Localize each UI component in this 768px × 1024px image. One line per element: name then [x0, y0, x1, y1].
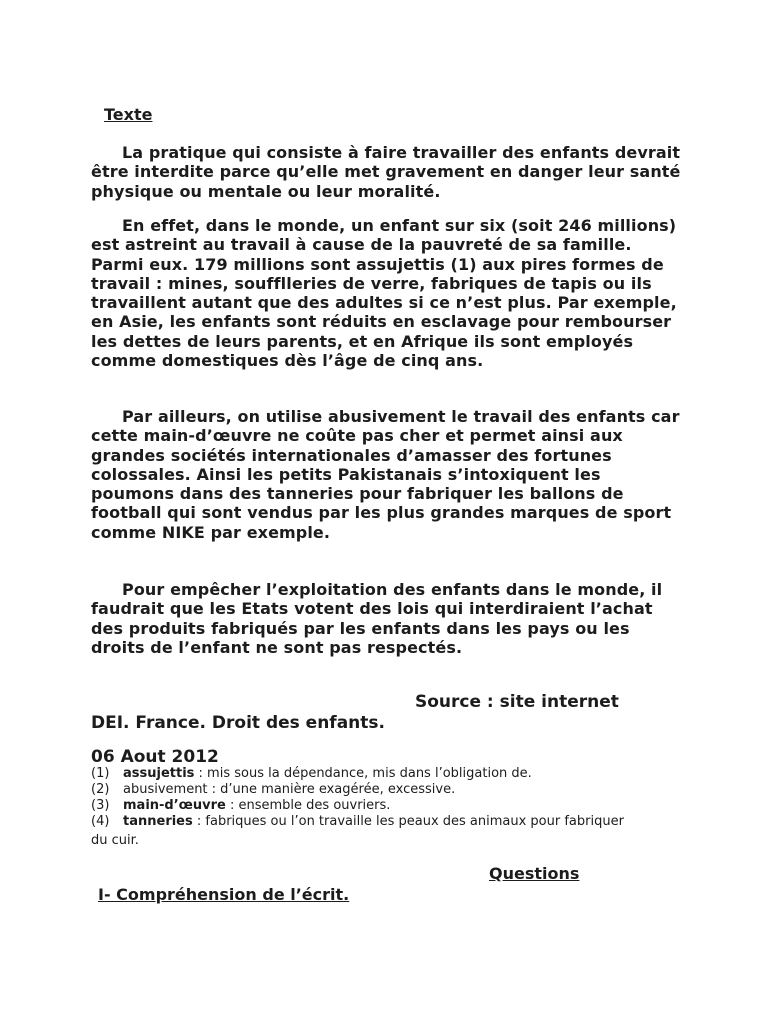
source-line-2: DEI. France. Droit des enfants.	[91, 713, 385, 733]
footnote-3	[91, 798, 691, 814]
footnote-definition: abusivement : d’une manière exagérée, excessive.	[123, 782, 456, 797]
footnote-number: (2)	[91, 782, 110, 797]
footnote-number: (1)	[91, 766, 110, 781]
footnotes-list	[91, 766, 691, 849]
footnote-number: (3)	[91, 798, 110, 813]
footnote-definition: : ensemble des ouvriers.	[225, 798, 391, 813]
paragraph-1-text: La pratique qui consiste à faire travailler des enfants devrait être interdite parce qu’elle met gravement en danger leur santé physique ou mentale ou leur moralité.	[91, 143, 681, 201]
paragraph-4-text: Pour empêcher l’exploitation des enfants dans le monde, il faudrait que les Etats votent des lois qui interdiraient l’achat des produits fabriqués par les enfants dans les pays ou les droits de l’enfant ne sont pas respectés.	[91, 580, 663, 657]
paragraph-1	[91, 143, 681, 201]
footnote-4	[91, 814, 691, 849]
footnote-number: (4)	[91, 814, 110, 829]
paragraph-2-text: En effet, dans le monde, un enfant sur six (soit 246 millions) est astreint au travail à cause de la pauvreté de sa famille. Parmi eux. 179 millions sont assujettis (1) aux pires formes de travail : mines, soufflleries de verre, fabriques de tapis ou ils travaillent autant que des adultes si ce n’est plus. Par exemple, en Asie, les enfants sont réduits en esclavage pour rembourser les dettes de leurs parents, et en Afrique ils sont employés comme domestiques dès l’âge de cinq ans.	[91, 216, 677, 371]
footnote-term: assujettis	[123, 766, 195, 781]
footnote-definition: : mis sous la dépendance, mis dans l’obligation de.	[194, 766, 532, 781]
publication-date: 06 Aout 2012	[91, 747, 219, 767]
paragraph-4	[91, 580, 681, 657]
footnote-definition: : fabriques ou l’on travaille les peaux des animaux pour fabriquer	[192, 814, 624, 829]
section-title: I- Compréhension de l’écrit.	[98, 885, 350, 904]
paragraph-3-text: Par ailleurs, on utilise abusivement le travail des enfants car cette main-d’œuvre ne coûte pas cher et permet ainsi aux grandes sociétés internationales d’amasser des fortunes colossales. Ainsi les petits Pakistanais s’intoxiquent les poumons dans des tanneries pour fabriquer les ballons de football qui sont vendus par les plus grandes marques de sport comme NIKE par exemple.	[91, 407, 680, 542]
footnote-2	[91, 782, 691, 798]
text-heading: Texte	[104, 105, 153, 124]
paragraph-3	[91, 407, 681, 542]
source-line-1: Source : site internet	[415, 692, 619, 712]
footnote-1	[91, 766, 691, 782]
footnote-term: tanneries	[123, 814, 193, 829]
footnote-continuation: du cuir.	[91, 833, 139, 848]
paragraph-2	[91, 216, 681, 370]
questions-heading: Questions	[489, 864, 580, 883]
footnote-term: main-d’œuvre	[123, 798, 226, 813]
